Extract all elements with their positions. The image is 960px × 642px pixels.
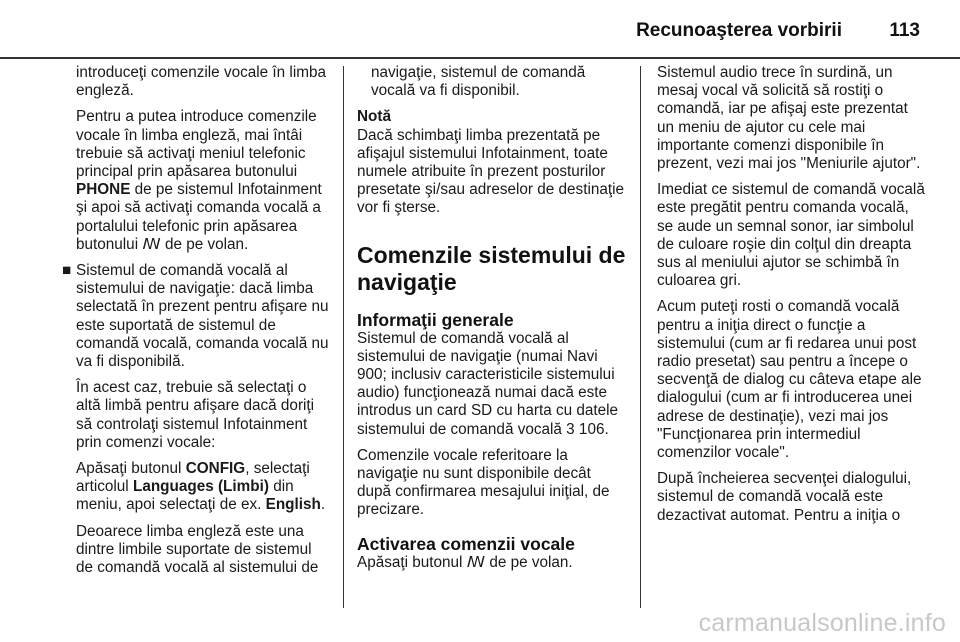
text-run: Pentru a putea introduce comenzile vocale în limba engleză, mai întâi trebuie să activaţi meniul telefonic principal prin apăsarea butonului [76,108,317,181]
note-text: Dacă schimbaţi limba prezentată pe afişajul sistemului Infotainment, toate numele atribuite în prezent posturilor presetate şi/sau adreselor de destinaţie vor fi şterse. [357,126,625,217]
paragraph [62,460,332,515]
section-heading: Comenzile sistemului de navigaţie [357,241,626,295]
text-run: Apăsaţi butonul [357,553,467,571]
page-reference-icon: 3 [566,420,575,438]
page-title: Recunoaşterea vorbirii [636,20,842,41]
watermark: carmanualsonline.info [698,609,946,637]
paragraph [357,330,627,439]
voice-command-icon: ꟿ [142,235,161,253]
languages-menu-label: Languages (Limbi) [132,478,269,496]
column-divider [640,66,641,608]
paragraph: Deoarece limba engleză este una dintre limbile suportate de sistemul de comandă vocală al sistemului de [76,522,319,577]
column-2 [357,64,627,580]
page-number: 113 [889,20,920,41]
paragraph: Acum puteţi rosti o comandă vocală pentru a iniţia direct o funcţie a sistemului (cum ar fi redarea unui post radio presetat) sau pentru a începe o secvenţă de dialog cu câteva etape ale dialogului (cum ar fi introducerea unei adrese de destinaţie), vezi mai jos "Funcţionarea prin intermediul comenzilor vocale". [657,298,922,462]
bullet-icon: ■ [62,262,72,280]
text-run: Sistemul de comandă vocală al sistemului de navigaţie: dacă limba selectată în prezent pentru afişare nu este suportată de sistemul de comandă vocală, comanda vocală nu va fi disponibilă. [76,262,329,371]
page-reference-number: 106. [574,420,609,438]
paragraph: Imediat ce sistemul de comandă vocală este pregătit pentru comanda vocală, se aude un semnal sonor, iar simbolul de culoare roşie din colţul din dreapta sus al meniului ajutor se schimbă în culoarea gri. [657,181,925,290]
text-run: Apăsaţi butonul [76,460,186,478]
paragraph [62,108,332,254]
voice-command-icon: ꟿ [466,553,486,571]
paragraph: navigaţie, sistemul de comandă vocală va fi disponibil. [371,64,586,100]
column-3 [657,64,927,533]
paragraph: Comenzile vocale referitoare la navigaţie nu sunt disponibile decât după confirmarea mesajului iniţial, de precizare. [357,446,610,519]
paragraph: introduceţi comenzile vocale în limba engleză. [76,64,326,100]
paragraph: După încheierea secvenţei dialogului, sistemul de comandă vocală este dezactivat automat. Pentru a iniţia o [657,470,912,524]
column-1 [62,64,332,585]
config-button-label: CONFIG [185,460,246,478]
phone-button-label: PHONE [76,181,131,199]
text-run: . [320,496,326,514]
paragraph: Sistemul audio trece în surdină, un mesaj vocal vă solicită să rostiţi o comandă, iar pe afişaj este prezentat un meniu de ajutor cu cele mai importante comenzi disponibile în prezent, vezi mai jos "Meniurile ajutor". [657,64,921,173]
bullet-item [62,262,332,371]
subsection-heading: Activarea comenzii vocale [357,533,575,554]
text-run: din meniu, apoi selectaţi de ex. [76,478,294,514]
text-run: de pe volan. [160,235,249,253]
english-option-label: English [265,496,321,514]
page-header [0,0,960,58]
paragraph [357,554,627,572]
note-title: Notă [357,108,391,126]
paragraph: În acest caz, trebuie să selectaţi o altă limbă pentru afişare dacă doriţi să controlaţi sistemul Infotainment prin comenzi vocale: [76,379,315,451]
text-run: de pe sistemul Infotainment şi apoi să activaţi comanda vocală a portalului telefonic prin apăsarea butonului [76,181,322,253]
text-run: , selectaţi articolul [76,460,310,496]
text-run: de pe volan. [485,553,573,571]
text-run: Sistemul de comandă vocală al sistemului de navigaţie (numai Navi 900; inclusiv caracteristicile sistemului audio) funcţionează numai dacă este introdus un card SD cu harta cu datele sistemului de comandă vocală [357,329,619,438]
subsection-heading: Informaţii generale [357,309,514,330]
column-divider [343,66,344,608]
header-rule [0,57,960,59]
